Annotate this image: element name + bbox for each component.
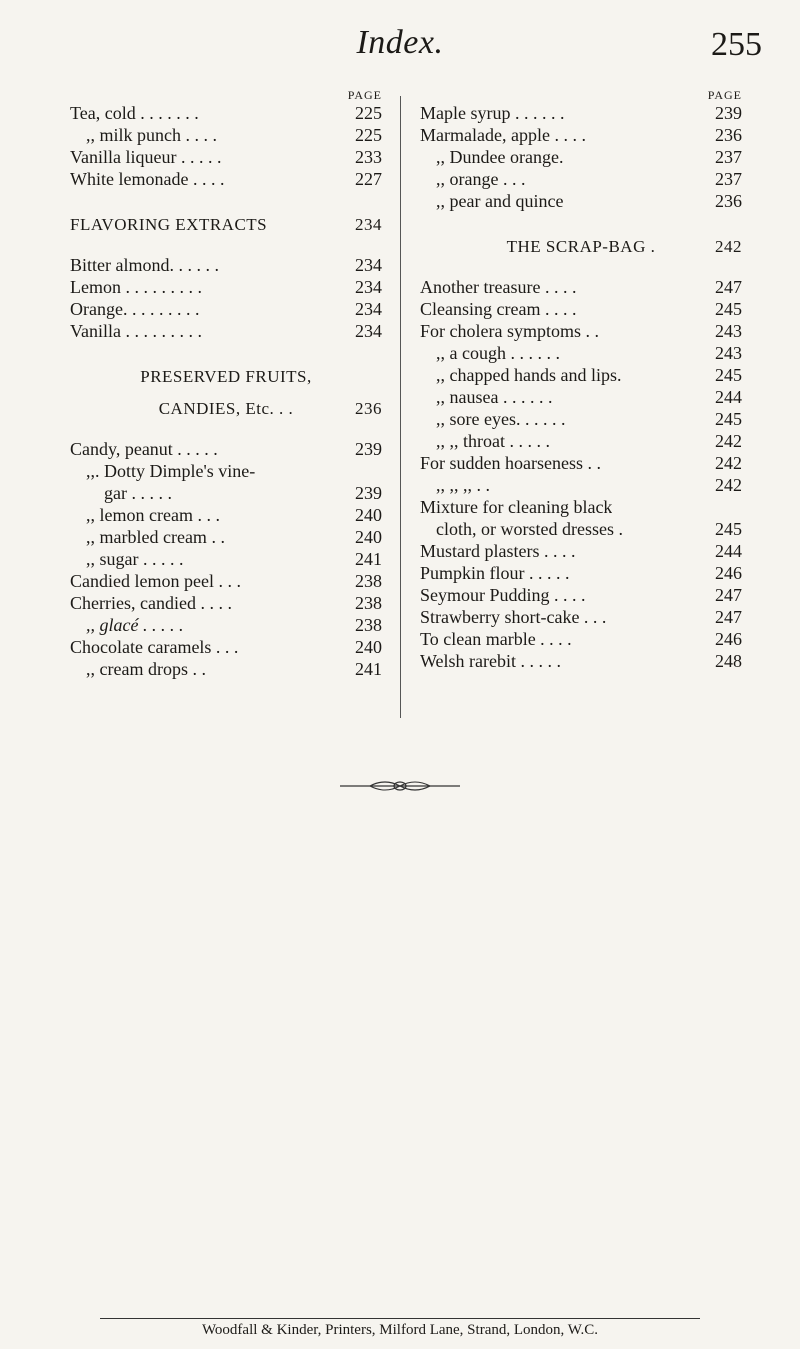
entry-page: 241 <box>355 659 382 679</box>
index-entry <box>420 102 742 124</box>
entry-text: ,,. Dotty Dimple's vine- <box>86 461 256 481</box>
index-entry <box>70 548 382 570</box>
entry-text: gar . . . . . <box>104 483 172 503</box>
entry-text: Another treasure . . . . <box>420 277 577 297</box>
entry-text: Mixture for cleaning black <box>420 497 613 517</box>
index-entry <box>420 584 742 606</box>
entry-text: Bitter almond. . . . . . <box>70 255 219 275</box>
entry-page: 238 <box>355 593 382 613</box>
entry-page: 242 <box>715 431 742 451</box>
right-column <box>420 88 742 672</box>
index-entry <box>420 146 742 168</box>
entry-text: Chocolate caramels . . . <box>70 637 239 657</box>
entry-text: For cholera symptoms . . <box>420 321 599 341</box>
entry-page: 246 <box>715 629 742 649</box>
entry-text: Candied lemon peel . . . <box>70 571 241 591</box>
index-entry <box>420 190 742 212</box>
section-heading <box>70 212 382 238</box>
entry-page: 244 <box>715 541 742 561</box>
entry-page: 240 <box>355 527 382 547</box>
entry-page: 242 <box>715 453 742 473</box>
entry-text: ,, marbled cream . . <box>86 527 225 547</box>
section-page: 242 <box>715 237 742 256</box>
index-entry <box>70 658 382 680</box>
ornament-flourish-icon <box>340 776 460 796</box>
entry-text: Lemon . . . . . . . . . <box>70 277 202 297</box>
entry-text: Candy, peanut . . . . . <box>70 439 218 459</box>
entry-page: 245 <box>715 519 742 539</box>
entry-page: 239 <box>355 439 382 459</box>
index-entry <box>70 570 382 592</box>
index-entry <box>70 636 382 658</box>
index-entry <box>420 276 742 298</box>
index-entry <box>420 342 742 364</box>
index-block <box>70 438 382 680</box>
entry-text: Cherries, candied . . . . <box>70 593 232 613</box>
index-entry <box>420 606 742 628</box>
index-entry <box>70 482 382 504</box>
index-entry <box>420 540 742 562</box>
entry-page: 234 <box>355 277 382 297</box>
index-block <box>70 254 382 342</box>
entry-page: 237 <box>715 147 742 167</box>
entry-page: 248 <box>715 651 742 671</box>
entry-text: ,, cream drops . . <box>86 659 206 679</box>
index-entry <box>420 496 742 518</box>
section-heading-line2 <box>70 396 382 422</box>
entry-text: Orange. . . . . . . . . <box>70 299 200 319</box>
index-entry <box>420 430 742 452</box>
entry-text: ,, milk punch . . . . <box>86 125 217 145</box>
entry-text: ,, lemon cream . . . <box>86 505 220 525</box>
entry-text: ,, sore eyes. . . . . . <box>436 409 566 429</box>
entry-text: Pumpkin flour . . . . . <box>420 563 570 583</box>
section-title: FLAVORING EXTRACTS <box>70 215 268 234</box>
section-heading <box>420 234 742 260</box>
entry-page: 247 <box>715 277 742 297</box>
entry-page: 225 <box>355 103 382 123</box>
entry-page: 237 <box>715 169 742 189</box>
index-entry <box>70 460 382 482</box>
entry-text: To clean marble . . . . <box>420 629 572 649</box>
index-entry <box>70 168 382 190</box>
index-entry <box>70 298 382 320</box>
entry-text: ,, pear and quince <box>436 191 564 211</box>
entry-page: 234 <box>355 255 382 275</box>
page-number: 255 <box>711 26 762 63</box>
entry-page: 239 <box>355 483 382 503</box>
index-entry <box>420 452 742 474</box>
entry-page: 246 <box>715 563 742 583</box>
section-page: 234 <box>355 215 382 234</box>
entry-page: 234 <box>355 299 382 319</box>
entry-text: ,, orange . . . <box>436 169 526 189</box>
entry-text: ,, ,, throat . . . . . <box>436 431 550 451</box>
index-entry <box>70 146 382 168</box>
entry-page: 244 <box>715 387 742 407</box>
index-entry <box>70 438 382 460</box>
index-entry <box>70 254 382 276</box>
index-entry <box>420 562 742 584</box>
index-block <box>420 276 742 672</box>
section-title: THE SCRAP-BAG . <box>506 237 656 256</box>
entry-page: 233 <box>355 147 382 167</box>
entry-text: Tea, cold . . . . . . . <box>70 103 199 123</box>
entry-text: cloth, or worsted dresses . <box>436 519 623 539</box>
page-column-label: PAGE <box>347 88 382 102</box>
entry-page: 247 <box>715 607 742 627</box>
index-entry <box>70 276 382 298</box>
index-block <box>420 102 742 212</box>
index-entry <box>420 518 742 540</box>
entry-text: Vanilla . . . . . . . . . <box>70 321 202 341</box>
entry-page: 227 <box>355 169 382 189</box>
entry-page: 243 <box>715 321 742 341</box>
footer-rule <box>100 1318 700 1319</box>
entry-page: 245 <box>715 365 742 385</box>
entry-page: 243 <box>715 343 742 363</box>
entry-text: ,, ,, ,, . . <box>436 475 490 495</box>
entry-page: 234 <box>355 321 382 341</box>
entry-text: For sudden hoarseness . . <box>420 453 601 473</box>
entry-page: 241 <box>355 549 382 569</box>
entry-page: 236 <box>715 125 742 145</box>
index-entry <box>70 504 382 526</box>
section-title: CANDIES, Etc. . . <box>158 399 294 418</box>
entry-text: ,, glacé . . . . . <box>86 615 184 635</box>
index-entry <box>420 474 742 496</box>
entry-page: 240 <box>355 637 382 657</box>
index-entry <box>420 364 742 386</box>
entry-page: 247 <box>715 585 742 605</box>
index-entry <box>70 102 382 124</box>
page-title: Index. <box>356 24 444 61</box>
entry-text: Mustard plasters . . . . <box>420 541 576 561</box>
index-entry <box>420 408 742 430</box>
index-block <box>70 102 382 190</box>
index-entry <box>420 298 742 320</box>
entry-text: ,, nausea . . . . . . <box>436 387 553 407</box>
entry-text: Welsh rarebit . . . . . <box>420 651 562 671</box>
entry-text: ,, Dundee orange. <box>436 147 564 167</box>
index-entry <box>420 386 742 408</box>
index-entry <box>420 628 742 650</box>
page-header <box>0 0 800 80</box>
section-title: PRESERVED FRUITS, <box>140 367 312 386</box>
printer-imprint: Woodfall & Kinder, Printers, Milford Lane, Strand, London, W.C. <box>201 1322 599 1338</box>
entry-text: Vanilla liqueur . . . . . <box>70 147 222 167</box>
entry-page: 236 <box>715 191 742 211</box>
entry-page: 245 <box>715 299 742 319</box>
index-entry <box>70 320 382 342</box>
entry-text: White lemonade . . . . <box>70 169 225 189</box>
entry-text: Strawberry short-cake . . . <box>420 607 607 627</box>
index-entry <box>420 168 742 190</box>
entry-text: Seymour Pudding . . . . <box>420 585 586 605</box>
entry-page: 245 <box>715 409 742 429</box>
index-entry <box>420 650 742 672</box>
index-entry <box>420 124 742 146</box>
entry-page: 240 <box>355 505 382 525</box>
page-column-label: PAGE <box>707 88 742 102</box>
left-column <box>70 88 382 680</box>
section-page: 236 <box>355 399 382 418</box>
entry-page: 225 <box>355 125 382 145</box>
entry-text: Maple syrup . . . . . . <box>420 103 565 123</box>
index-entry <box>70 614 382 636</box>
entry-text: ,, a cough . . . . . . <box>436 343 560 363</box>
entry-text: ,, chapped hands and lips. <box>436 365 622 385</box>
entry-page: 238 <box>355 571 382 591</box>
index-entry <box>70 526 382 548</box>
column-divider <box>400 96 401 718</box>
entry-text: Cleansing cream . . . . <box>420 299 577 319</box>
index-entry <box>420 320 742 342</box>
entry-text: Marmalade, apple . . . . <box>420 125 586 145</box>
index-entry <box>70 592 382 614</box>
entry-page: 238 <box>355 615 382 635</box>
entry-text: ,, sugar . . . . . <box>86 549 184 569</box>
index-entry <box>70 124 382 146</box>
entry-page: 242 <box>715 475 742 495</box>
section-heading <box>70 364 382 390</box>
entry-page: 239 <box>715 103 742 123</box>
